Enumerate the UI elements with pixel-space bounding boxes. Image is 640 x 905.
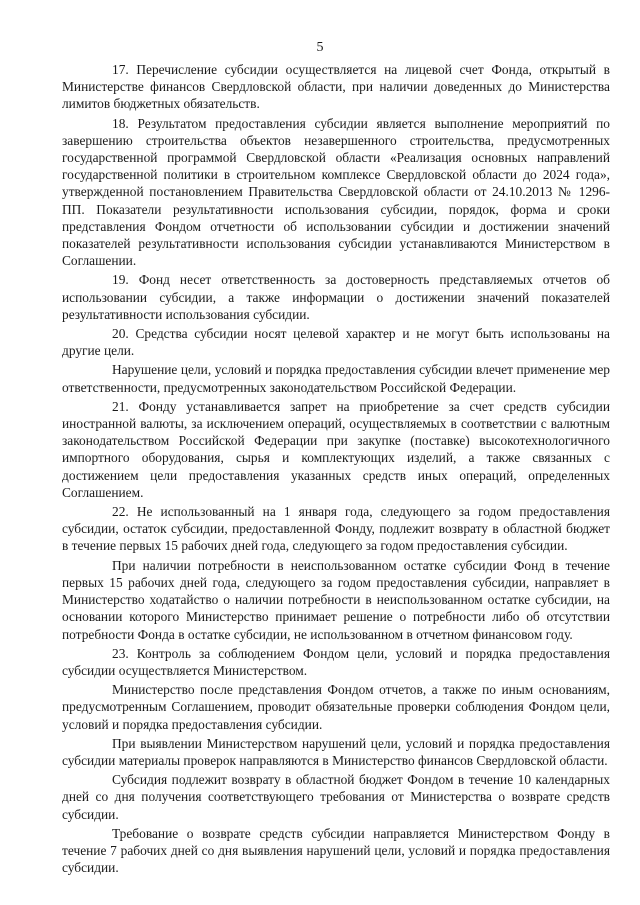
paragraph-19: 19. Фонд несет ответственность за достоверность представляемых отчетов об использовании субсидии, а также информации о достижении значений показателей результативности использования субсидии.	[62, 272, 610, 322]
paragraph-20-violation: Нарушение цели, условий и порядка предоставления субсидии влечет применение мер ответственности, предусмотренных законодательством Российской Федерации.	[62, 362, 610, 395]
paragraph-23-inspections: Министерство после представления Фондом отчетов, а также по иным основаниям, предусмотренным Соглашением, проводит обязательные проверки соблюдения Фондом цели, условий и порядка предоставления субсидии.	[62, 682, 610, 732]
paragraph-22-remainder: При наличии потребности в неиспользованном остатке субсидии Фонд в течение первых 15 рабочих дней года, следующего за годом предоставления субсидии, направляет в Министерство ходатайство о наличии потребности в неиспользованном остатке субсидии, на основании которого Министерство принимает решение о потребности либо об отсутствии потребности Фонда в остатке субсидии, не использованном в отчетном финансовом году.	[62, 557, 610, 642]
paragraph-18: 18. Результатом предоставления субсидии является выполнение мероприятий по завершению строительства объектов незавершенного строительства, предусмотренных государственной программой Свердловской области «Реализация основных направлений государственной политики в строительном комплексе Свердловской области до 2024 года», утвержденной постановлением Правительства Свердловской области от 24.10.2013 № 1296-ПП. Показатели результативности использования субсидии, порядок, форма и сроки представления Фондом отчетности об использовании субсидии и достижении значений показателей результативности использования субсидии устанавливаются Министерством в Соглашении.	[62, 115, 610, 269]
document-body	[62, 61, 610, 878]
page-number: 5	[316, 40, 324, 55]
paragraph-22: 22. Не использованный на 1 января года, следующего за годом предоставления субсидии, остаток субсидии, предоставленной Фонду, подлежит возврату в областной бюджет в течение первых 15 рабочих дней года, следующего за годом предоставления субсидии.	[62, 504, 610, 554]
paragraph-23-refund-demand: Требование о возврате средств субсидии направляется Министерством Фонду в течение 7 рабочих дней со дня выявления нарушений цели, условий и порядка предоставления субсидии.	[62, 825, 610, 876]
paragraph-23-violations: При выявлении Министерством нарушений цели, условий и порядка предоставления субсидии материалы проверок направляются в Министерство финансов Свердловской области.	[62, 735, 610, 768]
paragraph-23-refund: Субсидия подлежит возврату в областной бюджет Фондом в течение 10 календарных дней со дня получения соответствующего требования от Министерства о возврате средств субсидии.	[62, 772, 610, 822]
paragraph-21: 21. Фонду устанавливается запрет на приобретение за счет средств субсидии иностранной валюты, за исключением операций, осуществляемых в соответствии с валютным законодательством Российской Федерации при закупке (поставке) высокотехнологичного импортного оборудования, сырья и комплектующих изделий, а также связанных с достижением цели предоставления указанных средств иных операций, определенных Соглашением.	[62, 398, 610, 500]
paragraph-20: 20. Средства субсидии носят целевой характер и не могут быть использованы на другие цели.	[62, 326, 610, 359]
paragraph-23: 23. Контроль за соблюдением Фондом цели, условий и порядка предоставления субсидии осуществляется Министерством.	[62, 645, 610, 678]
paragraph-17: 17. Перечисление субсидии осуществляется на лицевой счет Фонда, открытый в Министерстве финансов Свердловской области, при наличии доведенных до Министерства лимитов бюджетных обязательств.	[62, 62, 610, 112]
